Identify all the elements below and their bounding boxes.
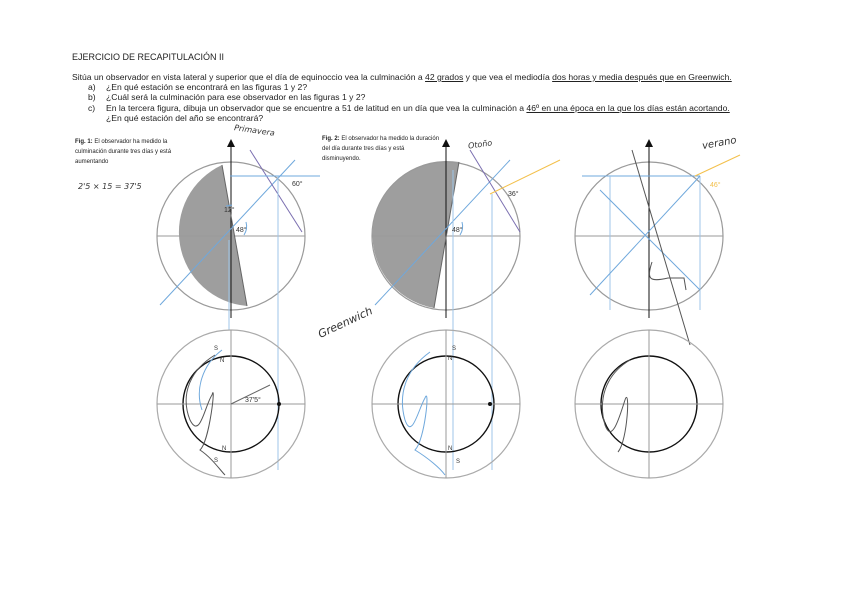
observer-point [277, 402, 281, 406]
caption-text: El observador ha medido la duración del día durante tres días y está disminuyendo. [322, 136, 440, 162]
handwritten-primavera: Primavera [233, 123, 276, 138]
marker-n: N [222, 446, 227, 452]
question-label: c) [88, 103, 96, 113]
figure-1-caption [75, 137, 195, 167]
drawn-line [632, 150, 690, 345]
question-label: b) [88, 92, 96, 102]
figure-2-caption [322, 134, 442, 164]
page-title: EJERCICIO DE RECAPITULACIÓN II [72, 52, 225, 62]
caption-text: El observador ha medido la culminación durante tres días y está aumentando [75, 139, 172, 165]
sunray-line [695, 155, 740, 176]
intro-part-2: 42 grados [425, 72, 464, 82]
handwritten-greenwich: Greenwich [316, 304, 375, 341]
drawn-sketch [649, 262, 686, 290]
angle-label: 36° [508, 191, 519, 198]
angle-label: 12° [224, 207, 235, 214]
angle-label: 60° [292, 181, 303, 188]
question-label: a) [88, 82, 96, 92]
marker-s: S [214, 346, 219, 352]
angle-label: 48° [452, 227, 463, 234]
question-text-part-underlined: 46º en una época en la que los días están acortando. [526, 103, 730, 113]
question-c-continuation: ¿En qué estación del año se encontrará? [106, 113, 264, 123]
figure-1-lateral-view [157, 143, 320, 470]
angle-label: 46° [710, 182, 721, 189]
handwritten-calculation: 2'5 × 15 = 37'5 [78, 182, 142, 191]
intro-part-4: dos horas y media después que en Greenwich. [552, 72, 732, 82]
question-text-part: En la tercera figura, dibuja un observador que se encuentre a 51 de latitud en un día que vea la culminación a [106, 103, 527, 113]
horizon-line [250, 150, 302, 232]
drawn-sketch [186, 355, 225, 475]
handwritten-verano: verano [701, 135, 738, 152]
marker-n: N [448, 446, 453, 452]
observer-point [488, 402, 492, 406]
intro-part-3: y que vea el mediodía [463, 72, 553, 82]
figure-2-lateral-view [372, 143, 560, 470]
marker-s: S [456, 459, 461, 465]
angle-label: 37'5° [245, 397, 261, 404]
angle-label: 48° [236, 227, 247, 234]
figure-3-top-view [575, 330, 723, 478]
marker-s: S [452, 346, 457, 352]
figure-3-lateral-view [575, 143, 740, 345]
caption-label: Fig. 1: [75, 139, 93, 145]
marker-n: N [220, 358, 225, 364]
marker-n: N [448, 356, 453, 362]
caption-label: Fig. 2: [322, 136, 340, 142]
handwritten-otono: Otoño [467, 138, 493, 151]
figure-2-top-view [372, 330, 520, 478]
marker-s: S [214, 458, 219, 464]
figure-1-top-view [157, 330, 305, 478]
intro-part-1: Sitúa un observador en vista lateral y superior que el día de equinoccio vea la culminación a [72, 72, 426, 82]
drawn-sketch [402, 352, 445, 475]
question-text: ¿En qué estación se encontrará en las figuras 1 y 2? [106, 82, 308, 92]
drawn-sketch [199, 350, 225, 410]
sunray-line [490, 160, 560, 194]
question-text: ¿Cuál será la culminación para ese observador en las figuras 1 y 2? [106, 92, 366, 102]
